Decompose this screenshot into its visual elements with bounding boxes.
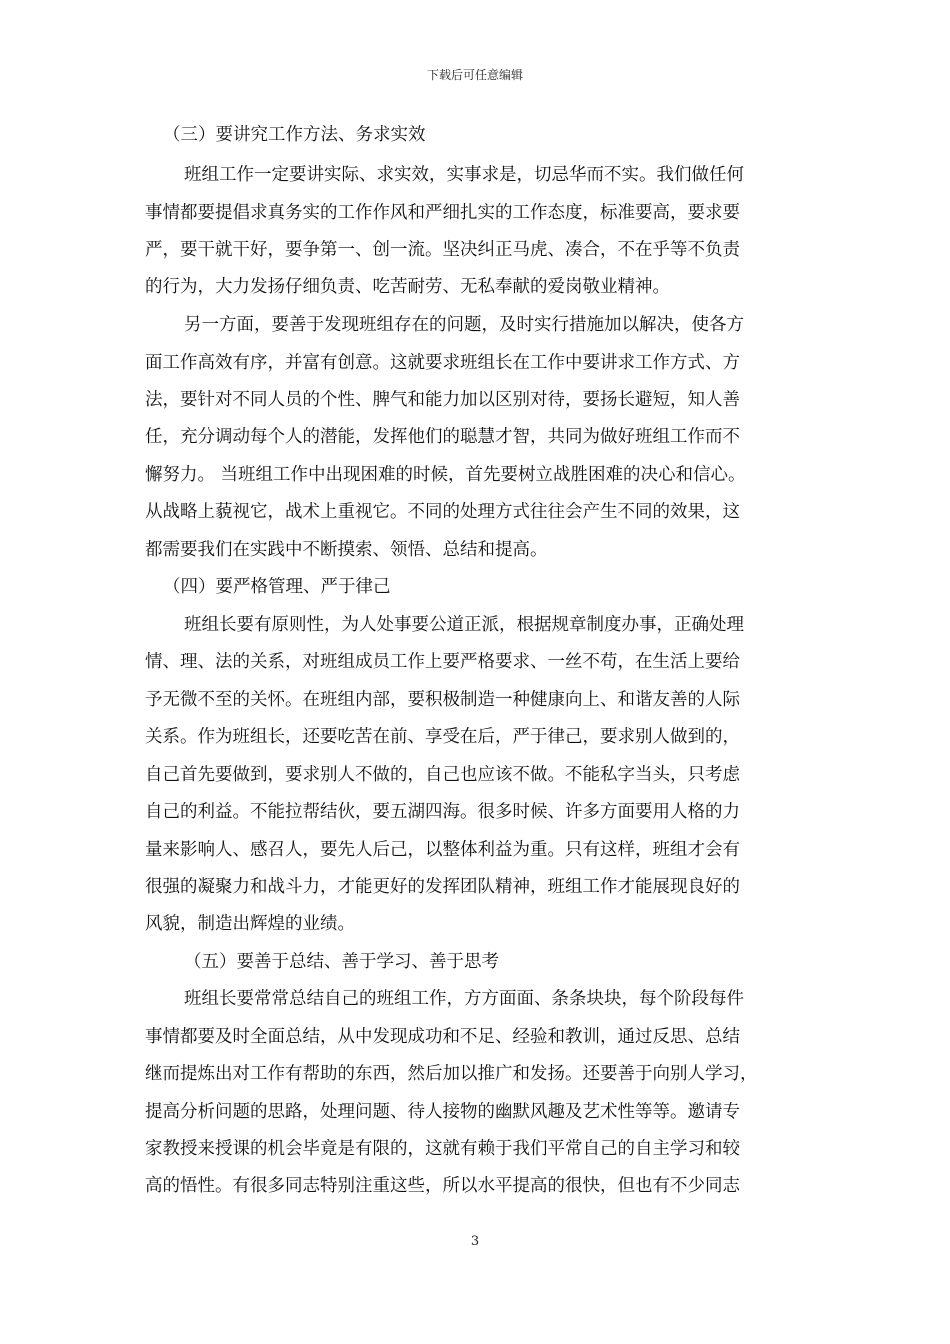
body-line: 严，要干就干好，要争第一、创一流。坚决纠正马虎、凑合，不在乎等不负责 xyxy=(145,240,740,260)
body-line: 予无微不至的关怀。在班组内部，要积极制造一种健康向上、和谐友善的人际 xyxy=(145,690,740,710)
body-line: 的行为，大力发扬仔细负责、吃苦耐劳、无私奉献的爱岗敬业精神。 xyxy=(145,277,670,297)
body-line: 从战略上藐视它，战术上重视它。不同的处理方式往往会产生不同的效果，这 xyxy=(145,502,740,522)
body-line: 法，要针对不同人员的个性、脾气和能力加以区别对待，要扬长避短，知人善 xyxy=(145,390,740,410)
body-line: 量来影响人、感召人，要先人后己，以整体利益为重。只有这样，班组才会有 xyxy=(145,840,740,860)
body-line: 高的悟性。有很多同志特别注重这些，所以水平提高的很快，但也有不少同志 xyxy=(145,1176,740,1196)
body-line: 关系。作为班组长，还要吃苦在前、享受在后，严于律己，要求别人做到的， xyxy=(145,727,740,747)
body-line: 班组工作一定要讲实际、求实效，实事求是，切忌华而不实。我们做任何 xyxy=(184,165,744,185)
body-line: 家教授来授课的机会毕竟是有限的，这就有赖于我们平常自己的自主学习和较 xyxy=(145,1139,740,1159)
section-heading-4: （四）要严格管理、严于律己 xyxy=(163,577,391,597)
body-line: 都需要我们在实践中不断摸索、领悟、总结和提高。 xyxy=(145,540,548,560)
body-line: 自己的利益。不能拉帮结伙，要五湖四海。很多时候、许多方面要用人格的力 xyxy=(145,802,740,822)
body-line: 懈努力。 当班组工作中出现困难的时候，首先要树立战胜困难的决心和信心。 xyxy=(145,465,746,485)
body-line: 另一方面，要善于发现班组存在的问题，及时实行措施加以解决，使各方 xyxy=(184,315,744,335)
body-line: 自己首先要做到，要求别人不做的，自己也应该不做。不能私字当头，只考虑 xyxy=(145,765,740,785)
page-header: 下载后可任意编辑 xyxy=(426,68,523,82)
section-heading-5: （五）要善于总结、善于学习、善于思考 xyxy=(184,952,499,972)
body-line: 风貌，制造出辉煌的业绩。 xyxy=(145,914,355,934)
page-number: 3 xyxy=(470,1234,480,1249)
section-heading-3: （三）要讲究工作方法、务求实效 xyxy=(163,125,426,145)
body-line: 情、理、法的关系，对班组成员工作上要严格要求、一丝不苟，在生活上要给 xyxy=(145,652,740,672)
body-line: 任，充分调动每个人的潜能，发挥他们的聪慧才智，共同为做好班组工作而不 xyxy=(145,427,740,447)
body-line: 提高分析问题的思路，处理问题、待人接物的幽默风趣及艺术性等等。邀请专 xyxy=(145,1102,740,1122)
body-line: 事情都要提倡求真务实的工作作风和严细扎实的工作态度，标准要高，要求要 xyxy=(145,203,740,223)
body-line: 班组长要有原则性，为人处事要公道正派，根据规章制度办事，正确处理 xyxy=(184,615,744,635)
body-line: 面工作高效有序，并富有创意。这就要求班组长在工作中要讲求工作方式、方 xyxy=(145,353,740,373)
body-line: 班组长要常常总结自己的班组工作，方方面面、条条块块，每个阶段每件 xyxy=(184,989,744,1009)
body-line: 事情都要及时全面总结，从中发现成功和不足、经验和教训，通过反思、总结 xyxy=(145,1027,740,1047)
body-line: 继而提炼出对工作有帮助的东西，然后加以推广和发扬。还要善于向别人学习， xyxy=(145,1064,758,1084)
body-line: 很强的凝聚力和战斗力，才能更好的发挥团队精神，班组工作才能展现良好的 xyxy=(145,877,740,897)
